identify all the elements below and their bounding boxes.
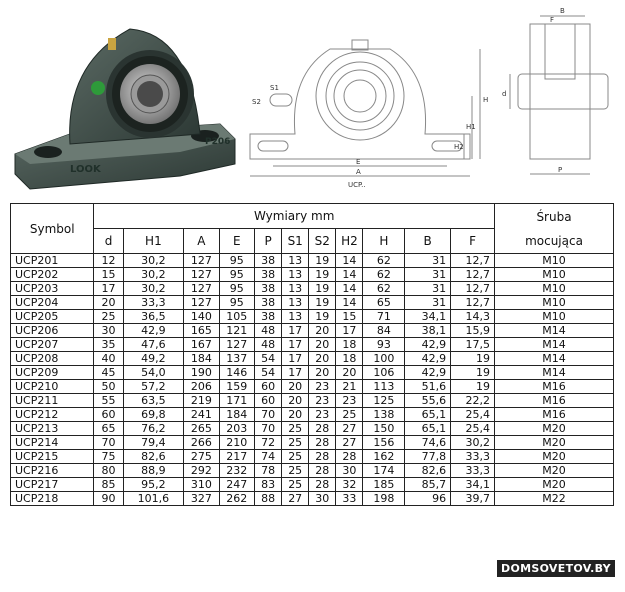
cell-h1: 69,8: [123, 408, 183, 422]
header-col-f: F: [451, 229, 495, 254]
dim-label-s1: S1: [270, 84, 279, 92]
table-row: [11, 492, 614, 506]
cell-a: 127: [184, 268, 219, 282]
cell-p: 38: [255, 296, 282, 310]
cell-p: 88: [255, 492, 282, 506]
cell-bolt: M14: [495, 338, 614, 352]
cell-p: 38: [255, 282, 282, 296]
cell-h1: 30,2: [123, 268, 183, 282]
table-row: [11, 324, 614, 338]
cell-s2: 20: [309, 352, 336, 366]
cell-s2: 20: [309, 366, 336, 380]
cell-e: 247: [219, 478, 254, 492]
table-row: [11, 436, 614, 450]
cell-bolt: M10: [495, 310, 614, 324]
cell-s1: 13: [282, 282, 309, 296]
cell-f: 30,2: [451, 436, 495, 450]
cell-s1: 13: [282, 296, 309, 310]
cell-bolt: M10: [495, 268, 614, 282]
cell-e: 95: [219, 296, 254, 310]
cell-h2: 14: [336, 268, 363, 282]
cell-p: 48: [255, 338, 282, 352]
cell-symbol: UCP206: [11, 324, 94, 338]
cell-a: 327: [184, 492, 219, 506]
cell-h2: 18: [336, 338, 363, 352]
cell-s2: 28: [309, 464, 336, 478]
cell-b: 42,9: [405, 338, 451, 352]
table-row: [11, 478, 614, 492]
cell-s2: 19: [309, 282, 336, 296]
cell-f: 17,5: [451, 338, 495, 352]
cell-a: 165: [184, 324, 219, 338]
cell-s2: 23: [309, 394, 336, 408]
cell-e: 95: [219, 254, 254, 268]
cell-s2: 30: [309, 492, 336, 506]
dim-label-h1: H1: [466, 123, 476, 131]
cell-symbol: UCP207: [11, 338, 94, 352]
cell-h1: 47,6: [123, 338, 183, 352]
cell-h: 198: [363, 492, 405, 506]
cell-h1: 63,5: [123, 394, 183, 408]
table-row: [11, 422, 614, 436]
cell-h: 125: [363, 394, 405, 408]
cell-h: 106: [363, 366, 405, 380]
header-col-h2: H2: [336, 229, 363, 254]
cell-s1: 20: [282, 394, 309, 408]
cell-s1: 20: [282, 408, 309, 422]
cell-h2: 18: [336, 352, 363, 366]
cell-d: 30: [94, 324, 123, 338]
cell-e: 262: [219, 492, 254, 506]
cell-h2: 28: [336, 450, 363, 464]
header-bolt-line2: mocująca: [525, 233, 583, 248]
cell-s2: 28: [309, 450, 336, 464]
header-bolt: [495, 204, 614, 254]
cell-h2: 27: [336, 436, 363, 450]
header-col-p: P: [255, 229, 282, 254]
cell-symbol: UCP202: [11, 268, 94, 282]
cell-d: 40: [94, 352, 123, 366]
cell-d: 90: [94, 492, 123, 506]
cell-h: 138: [363, 408, 405, 422]
table-row: [11, 352, 614, 366]
dim-label-a: A: [356, 168, 361, 176]
dim-label-p: P: [558, 166, 563, 174]
dim-label-d: d: [502, 90, 507, 98]
cell-h: 62: [363, 254, 405, 268]
table-row: [11, 254, 614, 268]
cell-s1: 25: [282, 450, 309, 464]
cell-h: 113: [363, 380, 405, 394]
dim-label-s2: S2: [252, 98, 261, 106]
cell-s1: 20: [282, 380, 309, 394]
cell-f: 25,4: [451, 408, 495, 422]
watermark: DOMSOVETOV.BY: [497, 560, 615, 577]
cell-f: 12,7: [451, 254, 495, 268]
cell-h2: 21: [336, 380, 363, 394]
dim-label-h2: H2: [454, 143, 464, 151]
cell-s2: 23: [309, 408, 336, 422]
cell-p: 78: [255, 464, 282, 478]
cell-symbol: UCP208: [11, 352, 94, 366]
cell-e: 217: [219, 450, 254, 464]
cell-p: 38: [255, 254, 282, 268]
cell-h1: 54,0: [123, 366, 183, 380]
dim-label-f: F: [550, 16, 555, 24]
cell-p: 74: [255, 450, 282, 464]
cell-s1: 25: [282, 478, 309, 492]
cell-p: 83: [255, 478, 282, 492]
cell-p: 60: [255, 380, 282, 394]
header-col-d: d: [94, 229, 123, 254]
header-col-s1: S1: [282, 229, 309, 254]
cell-bolt: M10: [495, 296, 614, 310]
cell-a: 292: [184, 464, 219, 478]
cell-p: 60: [255, 394, 282, 408]
table-row: [11, 268, 614, 282]
bearing-photo: [10, 4, 240, 192]
cell-a: 310: [184, 478, 219, 492]
cell-d: 15: [94, 268, 123, 282]
cell-p: 70: [255, 422, 282, 436]
cell-f: 25,4: [451, 422, 495, 436]
cell-h2: 14: [336, 296, 363, 310]
cell-symbol: UCP209: [11, 366, 94, 380]
cell-f: 14,3: [451, 310, 495, 324]
cell-a: 266: [184, 436, 219, 450]
cell-a: 127: [184, 254, 219, 268]
cell-a: 206: [184, 380, 219, 394]
cell-bolt: M16: [495, 380, 614, 394]
cell-symbol: UCP201: [11, 254, 94, 268]
cell-f: 19: [451, 352, 495, 366]
cell-h: 62: [363, 282, 405, 296]
table-row: [11, 380, 614, 394]
cell-bolt: M10: [495, 282, 614, 296]
cell-a: 190: [184, 366, 219, 380]
cell-h1: 33,3: [123, 296, 183, 310]
cell-s2: 20: [309, 338, 336, 352]
cell-b: 38,1: [405, 324, 451, 338]
cell-symbol: UCP210: [11, 380, 94, 394]
cell-f: 33,3: [451, 450, 495, 464]
cell-symbol: UCP218: [11, 492, 94, 506]
cell-a: 265: [184, 422, 219, 436]
cell-b: 65,1: [405, 408, 451, 422]
cell-b: 85,7: [405, 478, 451, 492]
cell-h2: 20: [336, 366, 363, 380]
header-col-s2: S2: [309, 229, 336, 254]
cell-s1: 25: [282, 464, 309, 478]
cell-a: 127: [184, 296, 219, 310]
cell-e: 95: [219, 268, 254, 282]
cell-f: 33,3: [451, 464, 495, 478]
table-row: [11, 310, 614, 324]
cell-b: 74,6: [405, 436, 451, 450]
header-symbol: Symbol: [11, 204, 94, 254]
cell-e: 105: [219, 310, 254, 324]
cell-f: 22,2: [451, 394, 495, 408]
cell-e: 232: [219, 464, 254, 478]
cell-p: 54: [255, 352, 282, 366]
cell-f: 34,1: [451, 478, 495, 492]
cell-b: 34,1: [405, 310, 451, 324]
cell-bolt: M10: [495, 254, 614, 268]
cell-bolt: M20: [495, 436, 614, 450]
table-row: [11, 450, 614, 464]
table-row: [11, 282, 614, 296]
cell-h2: 25: [336, 408, 363, 422]
cell-s1: 17: [282, 338, 309, 352]
cell-d: 12: [94, 254, 123, 268]
cell-h1: 57,2: [123, 380, 183, 394]
table-body: [11, 254, 614, 506]
cell-symbol: UCP215: [11, 450, 94, 464]
dim-label-h: H: [483, 96, 489, 104]
cell-d: 20: [94, 296, 123, 310]
cell-a: 241: [184, 408, 219, 422]
cell-b: 31: [405, 254, 451, 268]
cell-e: 171: [219, 394, 254, 408]
cell-b: 31: [405, 296, 451, 310]
table-row: [11, 338, 614, 352]
cell-p: 38: [255, 268, 282, 282]
cell-symbol: UCP212: [11, 408, 94, 422]
table-row: [11, 366, 614, 380]
cell-h: 71: [363, 310, 405, 324]
cell-h: 65: [363, 296, 405, 310]
cell-h2: 32: [336, 478, 363, 492]
cell-a: 140: [184, 310, 219, 324]
cell-h: 185: [363, 478, 405, 492]
cell-f: 19: [451, 380, 495, 394]
header-col-h: H: [363, 229, 405, 254]
cell-symbol: UCP203: [11, 282, 94, 296]
cell-symbol: UCP214: [11, 436, 94, 450]
cell-s2: 20: [309, 324, 336, 338]
cell-h: 156: [363, 436, 405, 450]
cell-bolt: M20: [495, 422, 614, 436]
cell-h: 174: [363, 464, 405, 478]
cell-s1: 17: [282, 366, 309, 380]
cell-d: 85: [94, 478, 123, 492]
cell-symbol: UCP213: [11, 422, 94, 436]
cell-h1: 49,2: [123, 352, 183, 366]
dim-label-b: B: [560, 7, 565, 15]
cell-f: 19: [451, 366, 495, 380]
cell-p: 72: [255, 436, 282, 450]
cell-p: 38: [255, 310, 282, 324]
cell-d: 55: [94, 394, 123, 408]
cell-b: 65,1: [405, 422, 451, 436]
cell-e: 127: [219, 338, 254, 352]
cell-s1: 13: [282, 254, 309, 268]
header-col-e: E: [219, 229, 254, 254]
cell-h: 162: [363, 450, 405, 464]
cell-bolt: M20: [495, 478, 614, 492]
cell-a: 184: [184, 352, 219, 366]
cell-e: 159: [219, 380, 254, 394]
cell-h2: 17: [336, 324, 363, 338]
cell-h1: 42,9: [123, 324, 183, 338]
cell-d: 65: [94, 422, 123, 436]
cell-f: 12,7: [451, 282, 495, 296]
cell-symbol: UCP205: [11, 310, 94, 324]
cell-f: 15,9: [451, 324, 495, 338]
cell-symbol: UCP217: [11, 478, 94, 492]
cell-p: 54: [255, 366, 282, 380]
cell-h: 100: [363, 352, 405, 366]
header-bolt-line1: Śruba: [536, 209, 572, 224]
cell-d: 80: [94, 464, 123, 478]
cell-a: 167: [184, 338, 219, 352]
cell-h1: 101,6: [123, 492, 183, 506]
table-row: [11, 296, 614, 310]
cell-h2: 30: [336, 464, 363, 478]
cell-s1: 13: [282, 268, 309, 282]
cell-s2: 19: [309, 310, 336, 324]
cell-h2: 14: [336, 282, 363, 296]
cell-d: 17: [94, 282, 123, 296]
cell-d: 60: [94, 408, 123, 422]
cell-h: 93: [363, 338, 405, 352]
cell-b: 77,8: [405, 450, 451, 464]
cell-b: 31: [405, 268, 451, 282]
cell-s1: 17: [282, 324, 309, 338]
cell-d: 25: [94, 310, 123, 324]
cell-b: 42,9: [405, 366, 451, 380]
cell-f: 39,7: [451, 492, 495, 506]
table-row: [11, 394, 614, 408]
cell-bolt: M14: [495, 324, 614, 338]
cell-bolt: M16: [495, 394, 614, 408]
dimensions-table: [10, 203, 614, 506]
cell-h: 62: [363, 268, 405, 282]
cell-b: 31: [405, 282, 451, 296]
cell-h: 150: [363, 422, 405, 436]
cell-h1: 76,2: [123, 422, 183, 436]
cell-e: 121: [219, 324, 254, 338]
cell-h2: 33: [336, 492, 363, 506]
cell-symbol: UCP211: [11, 394, 94, 408]
cell-s1: 25: [282, 436, 309, 450]
cell-s2: 28: [309, 436, 336, 450]
cell-e: 146: [219, 366, 254, 380]
technical-drawing: [240, 4, 620, 194]
cell-bolt: M16: [495, 408, 614, 422]
cell-h1: 30,2: [123, 282, 183, 296]
header-col-b: B: [405, 229, 451, 254]
cell-s2: 19: [309, 268, 336, 282]
cell-s1: 25: [282, 422, 309, 436]
cell-h1: 82,6: [123, 450, 183, 464]
cell-b: 82,6: [405, 464, 451, 478]
cell-s1: 13: [282, 310, 309, 324]
cell-h1: 30,2: [123, 254, 183, 268]
cell-bolt: M20: [495, 450, 614, 464]
drawing-caption: UCP..: [348, 181, 366, 189]
header-col-h1: H1: [123, 229, 183, 254]
cell-s2: 23: [309, 380, 336, 394]
cell-e: 210: [219, 436, 254, 450]
cell-d: 70: [94, 436, 123, 450]
cell-h1: 36,5: [123, 310, 183, 324]
casting-mark-look: LOOK: [70, 164, 101, 175]
dim-label-e: E: [356, 158, 361, 166]
cell-s1: 17: [282, 352, 309, 366]
cell-s2: 28: [309, 422, 336, 436]
cell-d: 75: [94, 450, 123, 464]
cell-bolt: M14: [495, 366, 614, 380]
cell-h1: 79,4: [123, 436, 183, 450]
header-dimensions: Wymiary mm: [94, 204, 495, 229]
casting-mark-model: P206: [205, 137, 231, 147]
cell-e: 184: [219, 408, 254, 422]
cell-f: 12,7: [451, 268, 495, 282]
cell-h1: 88,9: [123, 464, 183, 478]
cell-bolt: M22: [495, 492, 614, 506]
cell-h2: 23: [336, 394, 363, 408]
cell-e: 137: [219, 352, 254, 366]
cell-bolt: M20: [495, 464, 614, 478]
cell-d: 35: [94, 338, 123, 352]
cell-f: 12,7: [451, 296, 495, 310]
table-row: [11, 464, 614, 478]
cell-symbol: UCP216: [11, 464, 94, 478]
cell-h1: 95,2: [123, 478, 183, 492]
cell-p: 70: [255, 408, 282, 422]
cell-b: 55,6: [405, 394, 451, 408]
table-row: [11, 408, 614, 422]
cell-s2: 28: [309, 478, 336, 492]
cell-a: 127: [184, 282, 219, 296]
cell-d: 50: [94, 380, 123, 394]
cell-h2: 27: [336, 422, 363, 436]
cell-s2: 19: [309, 254, 336, 268]
cell-s1: 27: [282, 492, 309, 506]
cell-b: 51,6: [405, 380, 451, 394]
cell-bolt: M14: [495, 352, 614, 366]
cell-h: 84: [363, 324, 405, 338]
header-col-a: A: [184, 229, 219, 254]
cell-d: 45: [94, 366, 123, 380]
cell-p: 48: [255, 324, 282, 338]
cell-s2: 19: [309, 296, 336, 310]
cell-a: 219: [184, 394, 219, 408]
cell-a: 275: [184, 450, 219, 464]
cell-h2: 15: [336, 310, 363, 324]
cell-e: 95: [219, 282, 254, 296]
cell-e: 203: [219, 422, 254, 436]
cell-symbol: UCP204: [11, 296, 94, 310]
cell-b: 42,9: [405, 352, 451, 366]
cell-h2: 14: [336, 254, 363, 268]
cell-b: 96: [405, 492, 451, 506]
